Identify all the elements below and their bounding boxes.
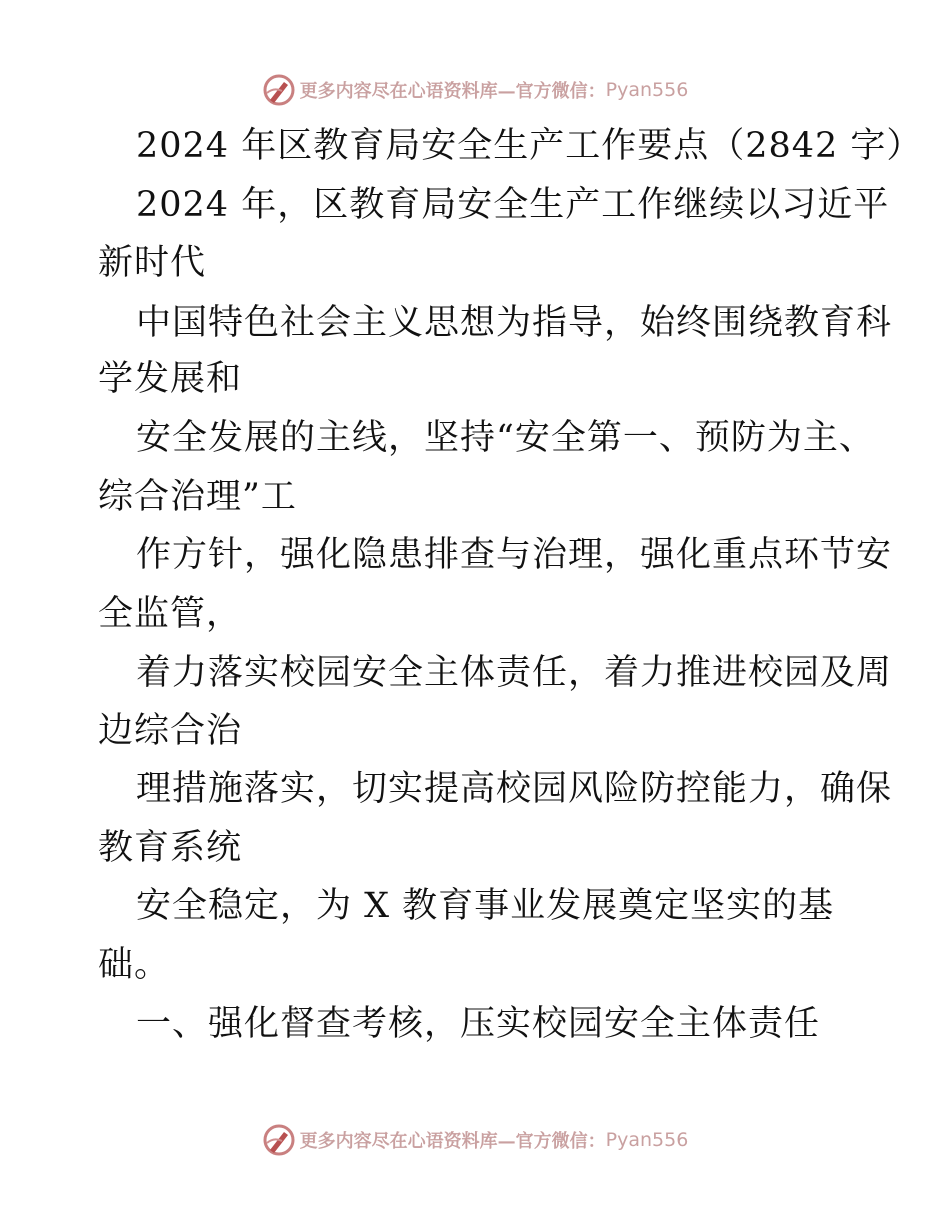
pen-in-circle-logo-icon: [262, 73, 296, 107]
body-line: 全监管，: [98, 594, 243, 634]
body-line: 着力落实校园安全主体责任，着力推进校园及周: [136, 653, 893, 693]
body-line: 础。: [98, 945, 171, 985]
body-line: 综合治理”工: [98, 477, 297, 517]
document-title: 2024 年区教育局安全生产工作要点（2842 字）: [136, 126, 923, 166]
watermark-id: Pyan556: [605, 79, 689, 101]
body-line: 学发展和: [98, 359, 243, 399]
body-line: 新时代: [98, 243, 207, 283]
body-line: 安全发展的主线，坚持“安全第一、预防为主、: [136, 418, 875, 458]
watermark-text: 更多内容尽在心语资料库—官方微信：: [299, 81, 606, 102]
body-line: 教育系统: [98, 828, 243, 868]
watermark-text: 更多内容尽在心语资料库—官方微信：: [299, 1131, 606, 1152]
section-heading: 一、强化督查考核，压实校园安全主体责任: [136, 1004, 821, 1044]
watermark-id: Pyan556: [605, 1129, 689, 1151]
watermark-banner-top: [0, 70, 950, 110]
pen-in-circle-logo-icon: [262, 1123, 296, 1157]
body-line: 2024 年，区教育局安全生产工作继续以习近平: [136, 185, 890, 225]
body-line: 边综合治: [98, 711, 243, 751]
body-line: 作方针，强化隐患排查与治理，强化重点环节安: [136, 535, 893, 575]
body-line: 安全稳定，为 X 教育事业发展奠定坚实的基: [136, 886, 835, 926]
body-line: 理措施落实，切实提高校园风险防控能力，确保: [136, 769, 893, 809]
watermark-banner-bottom: [0, 1120, 950, 1160]
body-line: 中国特色社会主义思想为指导，始终围绕教育科: [136, 303, 893, 343]
